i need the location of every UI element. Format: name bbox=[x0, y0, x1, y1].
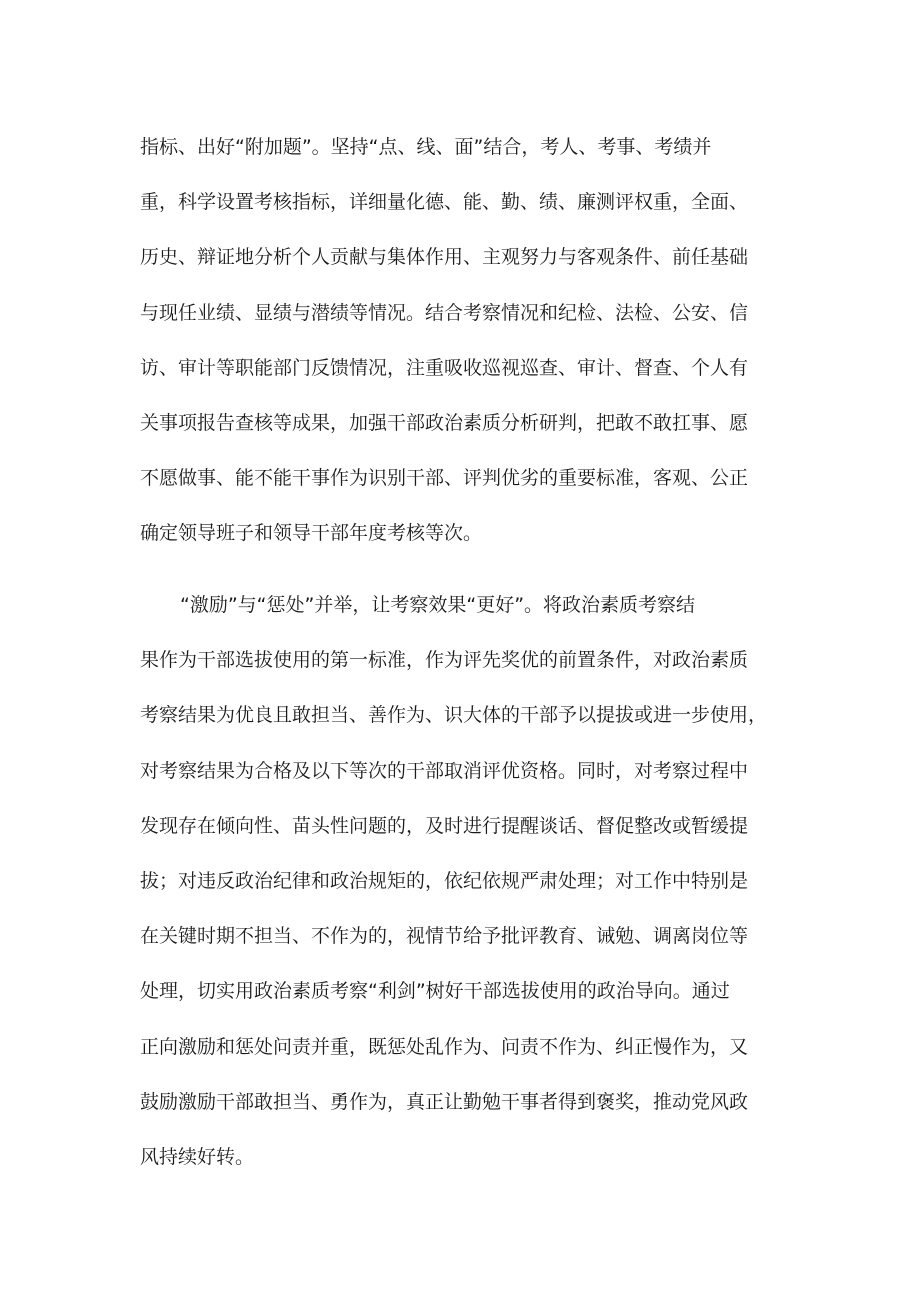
text-line: 考察结果为优良且敢担当、善作为、识大体的干部予以提拔或进一步使用， bbox=[140, 704, 768, 727]
text-line: 鼓励激励干部敢担当、勇作为，真正让勤勉干事者得到褒奖，推动党风政 bbox=[140, 1090, 749, 1113]
text-line: 风持续好转。 bbox=[140, 1145, 255, 1168]
text-line: 确定领导班子和领导干部年度考核等次。 bbox=[140, 522, 483, 545]
paragraph-evaluation bbox=[140, 120, 780, 562]
text-line: 发现存在倾向性、苗头性问题的，及时进行提醒谈话、督促整改或暂缓提 bbox=[140, 814, 749, 837]
text-line: 正向激励和惩处问责并重，既惩处乱作为、问责不作为、纠正慢作为，又 bbox=[140, 1035, 749, 1058]
text-line-indented: “激励”与“惩处”并举，让考察效果“更好”。将政治素质考察结 bbox=[180, 594, 696, 616]
text-line: 不愿做事、能不能干事作为识别干部、评判优劣的重要标准，客观、公正 bbox=[140, 467, 749, 490]
text-line: 拔；对违反政治纪律和政治规矩的，依纪依规严肃处理；对工作中特别是 bbox=[140, 869, 749, 892]
text-line: 与现任业绩、显绩与潜绩等情况。结合考察情况和纪检、法检、公安、信 bbox=[140, 301, 749, 324]
text-line: 关事项报告查核等成果，加强干部政治素质分析研判，把敢不敢扛事、愿 bbox=[140, 411, 749, 434]
text-line: 重，科学设置考核指标，详细量化德、能、勤、绩、廉测评权重，全面、 bbox=[140, 191, 749, 214]
text-line: 历史、辩证地分析个人贡献与集体作用、主观努力与客观条件、前任基础 bbox=[140, 246, 749, 269]
text-line: 访、审计等职能部门反馈情况，注重吸收巡视巡查、审计、督查、个人有 bbox=[140, 356, 749, 379]
paragraph-incentive-punishment bbox=[140, 578, 780, 1185]
text-line: 处理，切实用政治素质考察“利剑”树好干部选拔使用的政治导向。通过 bbox=[140, 980, 730, 1003]
text-line: 对考察结果为合格及以下等次的干部取消评优资格。同时，对考察过程中 bbox=[140, 759, 749, 782]
text-line: 在关键时期不担当、不作为的，视情节给予批评教育、诫勉、调离岗位等 bbox=[140, 925, 749, 948]
text-line: 指标、出好“附加题”。坚持“点、线、面”结合，考人、考事、考绩并 bbox=[140, 136, 712, 158]
text-line: 果作为干部选拔使用的第一标准，作为评先奖优的前置条件，对政治素质 bbox=[140, 649, 749, 672]
